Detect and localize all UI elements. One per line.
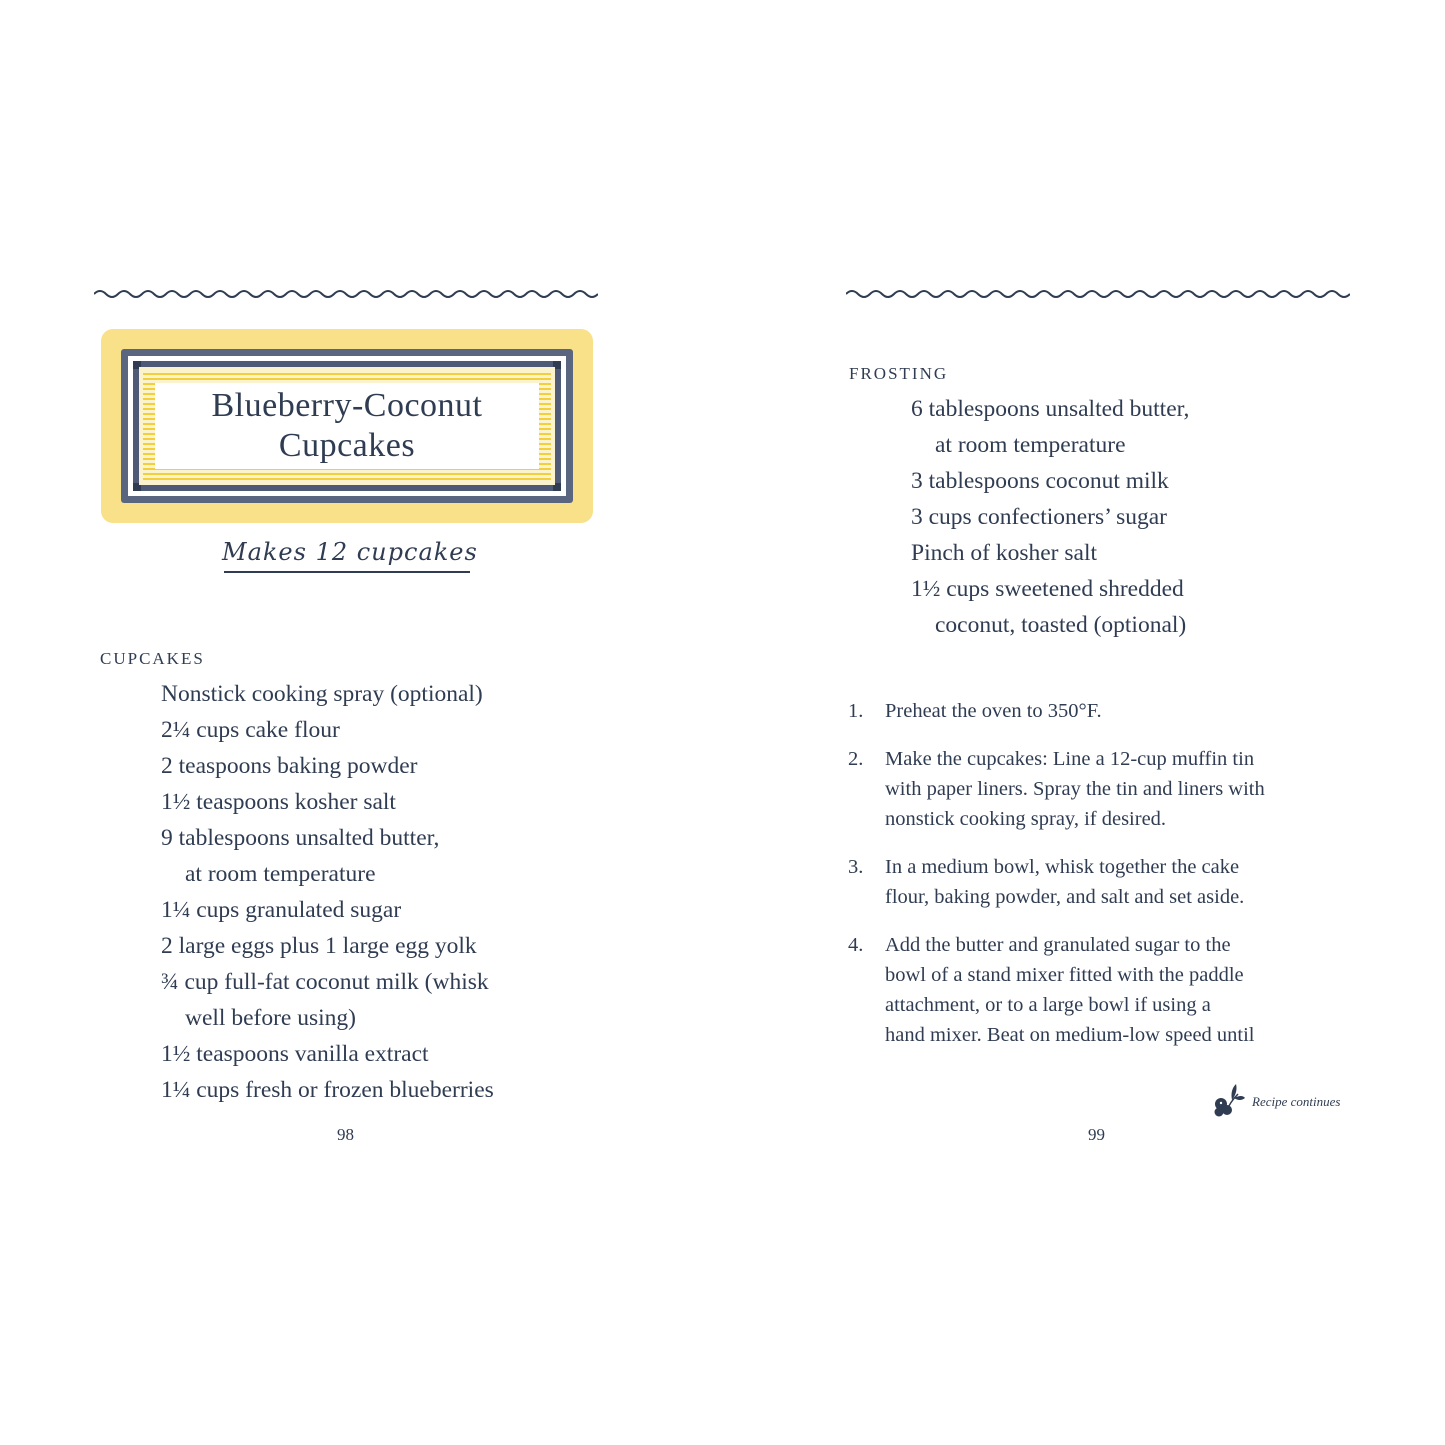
ingredient-item: Pinch of kosher salt	[911, 540, 1098, 566]
ingredient-item: 3 cups confectioners’ sugar	[911, 504, 1168, 530]
cupcakes-heading: CUPCAKES	[100, 649, 205, 668]
cupcakes-ingredient-list	[161, 676, 494, 1108]
ingredient-item: Nonstick cooking spray (optional)	[161, 681, 483, 707]
yield-underline	[224, 571, 470, 573]
ingredient-item: 3 tablespoons coconut milk	[911, 468, 1169, 494]
ingredient-item: 2¼ cups cake flour	[161, 717, 340, 743]
recipe-title-line-1: Blueberry-Coconut	[211, 387, 483, 424]
ingredient-item: 1¼ cups granulated sugar	[161, 897, 402, 923]
ingredient-item-continued: coconut, toasted (optional)	[935, 612, 1187, 638]
title-frame	[121, 349, 573, 503]
step-number: 4.	[848, 934, 864, 956]
step-line: bowl of a stand mixer fitted with the paddle	[885, 964, 1244, 986]
step-number: 2.	[848, 748, 864, 770]
frosting-heading: FROSTING	[849, 364, 949, 383]
ingredient-item: 9 tablespoons unsalted butter,	[161, 825, 440, 851]
recipe-title-line-2: Cupcakes	[278, 427, 416, 464]
step-line: attachment, or to a large bowl if using a	[885, 994, 1211, 1016]
method-steps	[848, 696, 1328, 1068]
left-page	[0, 0, 722, 1445]
blueberry-sprig-icon	[1212, 1082, 1246, 1118]
step-line: Add the butter and granulated sugar to the	[885, 934, 1231, 956]
ingredient-item-continued: at room temperature	[185, 861, 376, 887]
ingredient-item: 1½ teaspoons vanilla extract	[161, 1041, 429, 1067]
wave-divider-left	[94, 286, 598, 302]
method-step	[848, 744, 1328, 834]
step-number: 1.	[848, 700, 864, 722]
recipe-continues-note	[1212, 1082, 1340, 1118]
step-line: Preheat the oven to 350°F.	[885, 700, 1102, 722]
right-page	[722, 0, 1445, 1445]
step-line: Make the cupcakes: Line a 12-cup muffin tin	[885, 748, 1255, 770]
step-line: In a medium bowl, whisk together the cake	[885, 856, 1240, 878]
ingredient-item: 1½ teaspoons kosher salt	[161, 789, 396, 815]
recipe-title	[212, 386, 483, 466]
ingredient-item: 2 large eggs plus 1 large egg yolk	[161, 933, 477, 959]
method-step	[848, 930, 1328, 1050]
ingredient-item: ¾ cup full-fat coconut milk (whisk	[161, 969, 489, 995]
step-line: hand mixer. Beat on medium-low speed until	[885, 1024, 1255, 1046]
step-line: flour, baking powder, and salt and set aside.	[885, 886, 1245, 908]
ingredient-item-continued: well before using)	[185, 1005, 356, 1031]
recipe-continues-text: Recipe continues	[1252, 1094, 1341, 1109]
method-step	[848, 696, 1328, 726]
ingredient-item: 1¼ cups fresh or frozen blueberries	[161, 1077, 494, 1103]
wave-divider-right	[846, 286, 1350, 302]
ingredient-item-continued: at room temperature	[935, 432, 1126, 458]
step-number: 3.	[848, 856, 864, 878]
ingredient-item: 2 teaspoons baking powder	[161, 753, 418, 779]
page-number-right: 99	[1088, 1125, 1105, 1144]
recipe-title-card	[101, 329, 593, 523]
step-line: nonstick cooking spray, if desired.	[885, 808, 1167, 830]
method-step	[848, 852, 1328, 912]
step-line: with paper liners. Spray the tin and liners with	[885, 778, 1265, 800]
page-number-left: 98	[337, 1125, 354, 1144]
recipe-yield: Makes 12 cupcakes	[222, 538, 478, 566]
frosting-ingredient-list	[911, 391, 1189, 643]
ingredient-item: 1½ cups sweetened shredded	[911, 576, 1184, 602]
ingredient-item: 6 tablespoons unsalted butter,	[911, 396, 1190, 422]
